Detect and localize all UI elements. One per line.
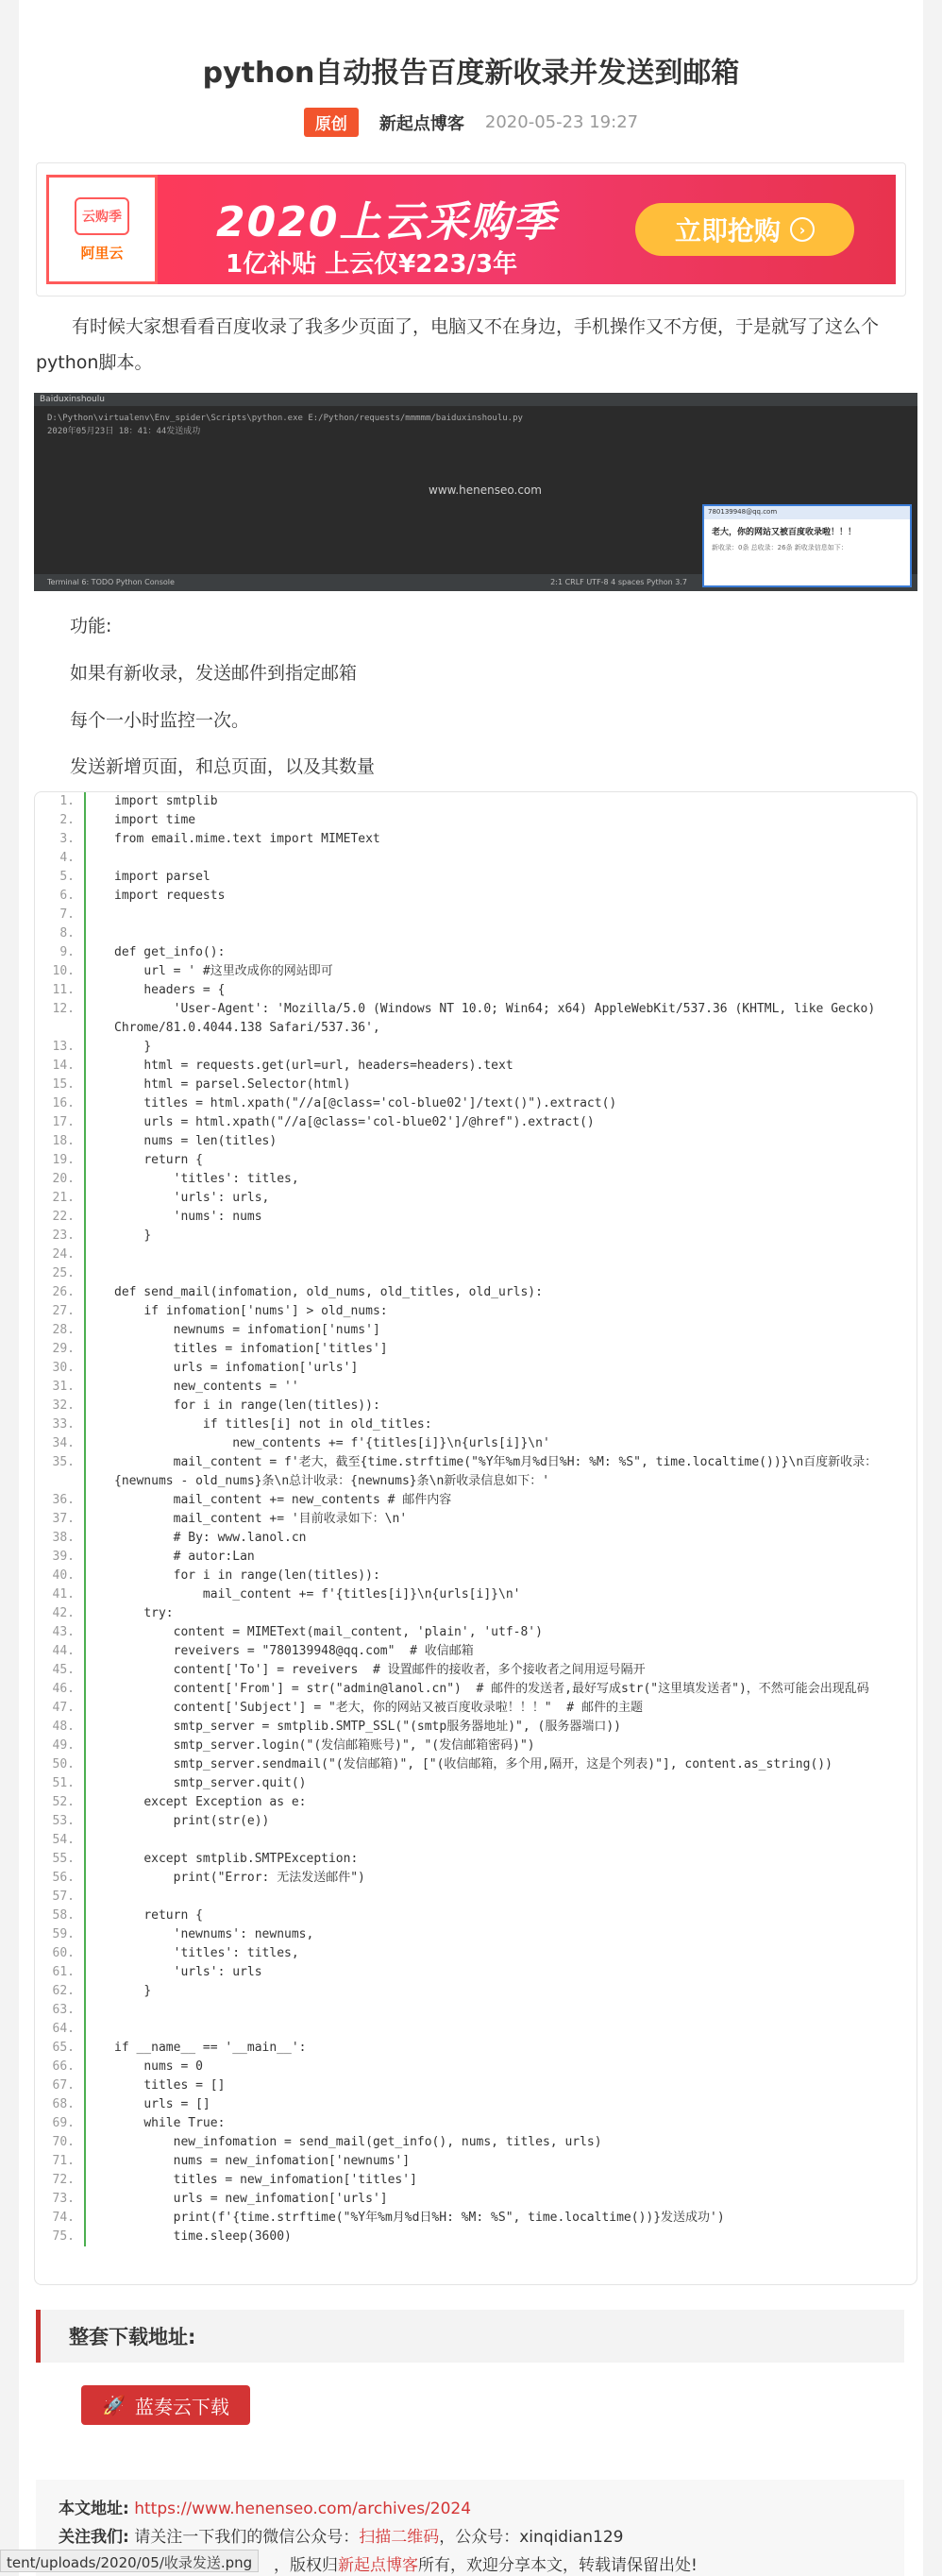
code-line bbox=[35, 1000, 917, 1038]
code-line bbox=[35, 1340, 917, 1359]
code-line bbox=[35, 1737, 917, 1755]
code-line bbox=[35, 849, 917, 868]
code-line bbox=[35, 1623, 917, 1642]
line-number: 55. bbox=[52, 1852, 75, 1866]
code-text: mail_content += '目前收录如下：\n' bbox=[114, 1512, 408, 1526]
code-line bbox=[35, 1567, 917, 1585]
code-line bbox=[35, 1170, 917, 1189]
line-number: 5. bbox=[59, 870, 75, 884]
code-text: return { bbox=[114, 1153, 203, 1167]
code-text: titles = html.xpath("//a[@class='col-blue02']/text()").extract() bbox=[114, 1096, 617, 1110]
code-line bbox=[35, 1151, 917, 1170]
code-text: html = requests.get(url=url, headers=headers).text bbox=[114, 1059, 513, 1073]
code-text bbox=[86, 924, 114, 943]
code-text: mail_content += new_contents # 邮件内容 bbox=[114, 1493, 452, 1507]
code-line bbox=[35, 1869, 917, 1888]
line-number: 30. bbox=[52, 1361, 75, 1375]
footer-follow-row bbox=[59, 2523, 882, 2551]
code-line bbox=[35, 1057, 917, 1076]
code-text: except smtplib.SMTPException: bbox=[114, 1852, 359, 1866]
line-number: 35. bbox=[52, 1455, 75, 1469]
line-number: 63. bbox=[52, 2003, 75, 2017]
code-text bbox=[86, 1246, 114, 1264]
code-text bbox=[86, 1264, 114, 1283]
rocket-icon: 🚀 bbox=[102, 2394, 126, 2416]
line-number: 42. bbox=[52, 1606, 75, 1620]
code-line bbox=[35, 2076, 917, 2095]
code-line bbox=[35, 1283, 917, 1302]
code-line bbox=[35, 1774, 917, 1793]
line-number: 75. bbox=[52, 2229, 75, 2244]
intro-paragraph: 有时候大家想看看百度收录了我多少页面了，电脑又不在身边，手机操作又不方便，于是就写了这么个python脚本。 bbox=[36, 316, 880, 373]
features-label: 功能: bbox=[70, 616, 112, 636]
ide-log-line: D:\Python\virtualenv\Env_spider\Scripts\python.exe E:/Python/requests/mmmmm/baiduxinshoulu.py bbox=[47, 414, 523, 423]
code-line bbox=[35, 1434, 917, 1453]
ide-log-line: 2020年05月23日 18：41：44发送成功 bbox=[47, 427, 201, 436]
line-number: 34. bbox=[52, 1436, 75, 1450]
code-text: html = parsel.Selector(html) bbox=[114, 1077, 351, 1092]
code-text: if __name__ == '__main__': bbox=[114, 2041, 307, 2055]
cloud-season-seal: 云购季 bbox=[75, 197, 129, 235]
code-line bbox=[35, 2001, 917, 2020]
code-text: urls = new_infomation['urls'] bbox=[114, 2192, 388, 2206]
code-text bbox=[86, 906, 114, 924]
line-number: 9. bbox=[59, 945, 75, 959]
code-text: urls = infomation['urls'] bbox=[114, 1361, 359, 1375]
code-text: print(f'{time.strftime("%Y年%m月%d日%H: %M: %S", time.localtime())}发送成功') bbox=[114, 2211, 725, 2225]
line-number: 28. bbox=[52, 1323, 75, 1337]
line-number: 41. bbox=[52, 1587, 75, 1602]
ide-status-right: 2:1 CRLF UTF-8 4 spaces Python 3.7 bbox=[550, 578, 687, 586]
code-line bbox=[35, 2133, 917, 2152]
line-number: 23. bbox=[52, 1229, 75, 1243]
code-lines bbox=[35, 792, 917, 2246]
code-text: try: bbox=[114, 1606, 174, 1620]
line-number: 17. bbox=[52, 1115, 75, 1129]
code-text: print(str(e)) bbox=[114, 1814, 270, 1828]
code-line bbox=[35, 1944, 917, 1963]
code-text: smtp_server.sendmail("(发信邮箱)", ["(收信邮箱，多个用,隔开，这是个列表)"], content.as_string()) bbox=[114, 1757, 833, 1771]
code-line bbox=[35, 1113, 917, 1132]
code-line bbox=[35, 2058, 917, 2076]
line-number: 18. bbox=[52, 1134, 75, 1148]
footer-rights-text: ，版权归 bbox=[274, 2556, 338, 2575]
popup-body: 新收录：0条 总收录：26条 新收录信息如下： bbox=[712, 544, 848, 551]
line-number: 39. bbox=[52, 1550, 75, 1564]
code-text: new_infomation = send_mail(get_info(), nums, titles, urls) bbox=[114, 2135, 602, 2149]
code-text: 'nums': nums bbox=[114, 1210, 262, 1224]
status-url-tooltip: tent/uploads/2020/05/收录发送.png bbox=[0, 2550, 259, 2572]
code-text: nums = new_infomation['newnums'] bbox=[114, 2154, 411, 2168]
code-line bbox=[35, 924, 917, 943]
line-number: 62. bbox=[52, 1984, 75, 1998]
code-line bbox=[35, 2020, 917, 2039]
code-text: # autor:Lan bbox=[114, 1550, 255, 1564]
code-text: print("Error: 无法发送邮件") bbox=[114, 1871, 365, 1885]
code-text: return { bbox=[114, 1908, 203, 1923]
line-number: 13. bbox=[52, 1040, 75, 1054]
line-number: 73. bbox=[52, 2192, 75, 2206]
banner-cta-label: 立即抢购 bbox=[674, 215, 781, 246]
code-line bbox=[35, 1661, 917, 1680]
line-number: 21. bbox=[52, 1191, 75, 1205]
line-number: 37. bbox=[52, 1512, 75, 1526]
publish-date: 2020-05-23 19:27 bbox=[484, 112, 639, 132]
code-text: import time bbox=[114, 813, 196, 827]
line-number: 47. bbox=[52, 1701, 75, 1715]
line-number: 72. bbox=[52, 2173, 75, 2187]
code-line bbox=[35, 2114, 917, 2133]
code-text: smtp_server.login("(发信邮箱账号)", "(发信邮箱密码)") bbox=[114, 1738, 535, 1753]
line-number: 68. bbox=[52, 2097, 75, 2111]
popup-header: 780139948@qq.com bbox=[704, 506, 910, 519]
line-number: 12. bbox=[52, 1002, 75, 1016]
code-text: titles = [] bbox=[114, 2078, 226, 2093]
line-number: 6. bbox=[59, 889, 75, 903]
code-line bbox=[35, 906, 917, 924]
line-number: 33. bbox=[52, 1417, 75, 1432]
ad-banner-frame bbox=[36, 162, 906, 297]
code-line bbox=[35, 1718, 917, 1737]
code-line bbox=[35, 1604, 917, 1623]
code-line bbox=[35, 1076, 917, 1094]
line-number: 70. bbox=[52, 2135, 75, 2149]
article-card bbox=[19, 0, 923, 2576]
line-number: 51. bbox=[52, 1776, 75, 1790]
code-text: content['To'] = reveivers # 设置邮件的接收者，多个接收者之间用逗号隔开 bbox=[114, 1663, 646, 1677]
code-line bbox=[35, 1907, 917, 1925]
code-line bbox=[35, 1302, 917, 1321]
code-text: nums = len(titles) bbox=[114, 1134, 278, 1148]
line-number: 1. bbox=[59, 794, 75, 808]
code-text: headers = { bbox=[114, 983, 226, 997]
line-number: 29. bbox=[52, 1342, 75, 1356]
line-number: 54. bbox=[52, 1833, 75, 1847]
code-text bbox=[86, 2020, 114, 2039]
watermark: www.henenseo.com bbox=[429, 483, 542, 497]
code-line bbox=[35, 2228, 917, 2246]
code-line bbox=[35, 1831, 917, 1850]
line-number: 56. bbox=[52, 1871, 75, 1885]
ide-status-left: Terminal 6: TODO Python Console bbox=[47, 578, 175, 586]
code-text bbox=[86, 1888, 114, 1907]
line-number: 26. bbox=[52, 1285, 75, 1299]
code-line bbox=[35, 830, 917, 849]
download-button-label: 蓝奏云下载 bbox=[134, 2395, 229, 2418]
author-link[interactable]: 新起点博客 bbox=[378, 113, 464, 134]
article-meta bbox=[19, 108, 923, 137]
code-text: 'newnums': newnums, bbox=[114, 1927, 314, 1941]
article-title: python自动报告百度新收录并发送到邮箱 bbox=[202, 57, 740, 90]
code-text: 'User-Agent': 'Mozilla/5.0 (Windows NT 10.0; Win64; x64) AppleWebKit/537.36 (KHTML, like Gecko) Chrome/81.0.4044.138 Safari/537.36', bbox=[114, 1002, 883, 1035]
code-line bbox=[35, 1888, 917, 1907]
line-number: 53. bbox=[52, 1814, 75, 1828]
line-number: 64. bbox=[52, 2022, 75, 2036]
line-number: 10. bbox=[52, 964, 75, 978]
code-line bbox=[35, 1359, 917, 1378]
line-number: 65. bbox=[52, 2041, 75, 2055]
code-line bbox=[35, 1321, 917, 1340]
code-text: import requests bbox=[114, 889, 226, 903]
line-number: 20. bbox=[52, 1172, 75, 1186]
code-line bbox=[35, 887, 917, 906]
code-text: from email.mime.text import MIMEText bbox=[114, 832, 380, 846]
code-text bbox=[86, 1831, 114, 1850]
code-line bbox=[35, 2209, 917, 2228]
code-line bbox=[35, 1982, 917, 2001]
code-text: smtp_server.quit() bbox=[114, 1776, 307, 1790]
code-line bbox=[35, 1397, 917, 1415]
line-number: 38. bbox=[52, 1531, 75, 1545]
line-number: 52. bbox=[52, 1795, 75, 1809]
line-number: 19. bbox=[52, 1153, 75, 1167]
feature-item: 每个一小时监控一次。 bbox=[70, 710, 250, 731]
code-line bbox=[35, 1491, 917, 1510]
code-text: smtp_server = smtplib.SMTP_SSL("(smtp服务器地址)", (服务器端口)) bbox=[114, 1720, 621, 1734]
popup-title: 老大，你的网站又被百度收录啦！！！ bbox=[712, 528, 857, 537]
footer-follow-account: ，公众号：xinqidian129 bbox=[439, 2528, 624, 2547]
code-line bbox=[35, 981, 917, 1000]
code-text: titles = infomation['titles'] bbox=[114, 1342, 388, 1356]
line-number: 45. bbox=[52, 1663, 75, 1677]
line-number: 22. bbox=[52, 1210, 75, 1224]
code-line bbox=[35, 943, 917, 962]
code-line bbox=[35, 2039, 917, 2058]
code-line bbox=[35, 1548, 917, 1567]
code-text: import parsel bbox=[114, 870, 210, 884]
line-number: 74. bbox=[52, 2211, 75, 2225]
code-line bbox=[35, 792, 917, 811]
qr-code-link[interactable]: 扫描二维码 bbox=[359, 2528, 440, 2547]
code-text: if infomation['nums'] > old_nums: bbox=[114, 1304, 388, 1318]
footer-address-label: 本文地址: bbox=[59, 2500, 129, 2518]
line-number: 57. bbox=[52, 1890, 75, 1904]
line-number: 67. bbox=[52, 2078, 75, 2093]
banner-cta-button[interactable] bbox=[635, 203, 854, 256]
code-text: newnums = infomation['nums'] bbox=[114, 1323, 380, 1337]
line-number: 8. bbox=[59, 926, 75, 941]
code-text: 'titles': titles, bbox=[114, 1172, 299, 1186]
line-number: 58. bbox=[52, 1908, 75, 1923]
code-text: 'titles': titles, bbox=[114, 1946, 299, 1960]
line-number: 14. bbox=[52, 1059, 75, 1073]
line-number: 15. bbox=[52, 1077, 75, 1092]
footer-follow-text: 请关注一下我们的微信公众号： bbox=[134, 2528, 360, 2547]
code-text: if titles[i] not in old_titles: bbox=[114, 1417, 432, 1432]
line-number: 60. bbox=[52, 1946, 75, 1960]
line-number: 7. bbox=[59, 907, 75, 922]
line-number: 66. bbox=[52, 2059, 75, 2074]
code-line bbox=[35, 1038, 917, 1057]
code-line bbox=[35, 1415, 917, 1434]
line-number: 27. bbox=[52, 1304, 75, 1318]
banner-subline: 1亿补贴 上云仅¥223/3年 bbox=[226, 250, 518, 279]
line-number: 25. bbox=[52, 1266, 75, 1280]
code-text: titles = new_infomation['titles'] bbox=[114, 2173, 417, 2187]
code-line bbox=[35, 2152, 917, 2171]
code-text: url = ' #这里改成你的网站即可 bbox=[114, 964, 333, 978]
code-line bbox=[35, 962, 917, 981]
code-line bbox=[35, 1755, 917, 1774]
code-line bbox=[35, 2095, 917, 2114]
code-text bbox=[86, 2001, 114, 2020]
ad-banner[interactable] bbox=[46, 175, 896, 284]
code-line bbox=[35, 868, 917, 887]
line-number: 48. bbox=[52, 1720, 75, 1734]
code-text: new_contents = '' bbox=[114, 1380, 299, 1394]
aliyun-logo bbox=[46, 175, 158, 284]
mail-notification-popup bbox=[702, 504, 912, 587]
code-line bbox=[35, 1925, 917, 1944]
line-number: 36. bbox=[52, 1493, 75, 1507]
code-line bbox=[35, 1453, 917, 1491]
line-number: 49. bbox=[52, 1738, 75, 1753]
code-line bbox=[35, 1699, 917, 1718]
code-line bbox=[35, 1850, 917, 1869]
lanzou-download-button[interactable] bbox=[81, 2385, 250, 2425]
line-number: 59. bbox=[52, 1927, 75, 1941]
footer-rights-tail: 所有，欢迎分享本文，转载请保留出处! bbox=[418, 2556, 698, 2575]
code-block bbox=[34, 791, 917, 2285]
download-heading: 整套下载地址: bbox=[36, 2310, 904, 2363]
code-line bbox=[35, 1963, 917, 1982]
ide-tab: Baiduxinshoulu bbox=[34, 393, 917, 406]
code-text: mail_content += f'{titles[i]}\n{urls[i]}\n' bbox=[114, 1587, 521, 1602]
code-text: } bbox=[114, 1984, 152, 1998]
code-text: while True: bbox=[114, 2116, 226, 2130]
line-number: 31. bbox=[52, 1380, 75, 1394]
code-line bbox=[35, 1189, 917, 1208]
code-line bbox=[35, 2171, 917, 2190]
line-number: 50. bbox=[52, 1757, 75, 1771]
code-line bbox=[35, 1132, 917, 1151]
code-line bbox=[35, 1793, 917, 1812]
ide-log bbox=[34, 406, 917, 444]
line-number: 43. bbox=[52, 1625, 75, 1639]
code-line bbox=[35, 1378, 917, 1397]
code-text: content['Subject'] = "老大，你的网站又被百度收录啦！！！" # 邮件的主题 bbox=[114, 1701, 643, 1715]
code-text: # By: www.lanol.cn bbox=[114, 1531, 307, 1545]
arrow-right-circle-icon: › bbox=[790, 217, 815, 242]
feature-item: 如果有新收录，发送邮件到指定邮箱 bbox=[70, 663, 358, 684]
code-text: mail_content = f'老大，截至{time.strftime("%Y年%m月%d日%H: %M: %S", time.localtime())}\n百度新收录：{newnums - old_nums}条\n总计收录：{newnums}条\n新收录信息如下：' bbox=[114, 1455, 878, 1488]
line-number: 16. bbox=[52, 1096, 75, 1110]
blog-home-link[interactable]: 新起点博客 bbox=[338, 2556, 418, 2575]
aliyun-brand: 阿里云 bbox=[80, 244, 124, 262]
footer-address-link[interactable]: https://www.henenseo.com/archives/2024 bbox=[134, 2500, 472, 2518]
banner-headline: 2020上云采购季 bbox=[216, 198, 557, 246]
line-number: 24. bbox=[52, 1247, 75, 1262]
line-number: 61. bbox=[52, 1965, 75, 1979]
code-line bbox=[35, 1227, 917, 1246]
line-number: 46. bbox=[52, 1682, 75, 1696]
original-badge: 原创 bbox=[304, 108, 359, 137]
line-number: 69. bbox=[52, 2116, 75, 2130]
code-text: urls = html.xpath("//a[@class='col-blue02']/@href").extract() bbox=[114, 1115, 595, 1129]
screenshot-image bbox=[34, 393, 917, 591]
footer-follow-label: 关注我们: bbox=[59, 2528, 129, 2547]
code-text: content['From'] = str("admin@lanol.cn") # 邮件的发送者,最好写成str("这里填发送者")，不然可能会出现乱码 bbox=[114, 1682, 869, 1696]
code-text: content = MIMEText(mail_content, 'plain', 'utf-8') bbox=[114, 1625, 543, 1639]
code-text: def send_mail(infomation, old_nums, old_titles, old_urls): bbox=[114, 1285, 543, 1299]
footer-address-row bbox=[59, 2495, 882, 2523]
code-text bbox=[86, 849, 114, 868]
code-line bbox=[35, 1246, 917, 1264]
code-text: for i in range(len(titles)): bbox=[114, 1568, 380, 1583]
code-line bbox=[35, 1812, 917, 1831]
code-text: 'urls': urls, bbox=[114, 1191, 270, 1205]
code-line bbox=[35, 1529, 917, 1548]
line-number: 32. bbox=[52, 1398, 75, 1413]
code-text: nums = 0 bbox=[114, 2059, 203, 2074]
code-text: except Exception as e: bbox=[114, 1795, 307, 1809]
line-number: 2. bbox=[59, 813, 75, 827]
code-text: } bbox=[114, 1040, 152, 1054]
code-line bbox=[35, 1642, 917, 1661]
code-line bbox=[35, 1264, 917, 1283]
code-line bbox=[35, 2190, 917, 2209]
line-number: 44. bbox=[52, 1644, 75, 1658]
code-line bbox=[35, 1585, 917, 1604]
code-text: reveivers = "780139948@qq.com" # 收信邮箱 bbox=[114, 1644, 474, 1658]
code-line bbox=[35, 811, 917, 830]
feature-item: 发送新增页面，和总页面，以及其数量 bbox=[70, 756, 376, 777]
line-number: 3. bbox=[59, 832, 75, 846]
code-line bbox=[35, 1680, 917, 1699]
line-number: 40. bbox=[52, 1568, 75, 1583]
code-text: import smtplib bbox=[114, 794, 218, 808]
code-line bbox=[35, 1208, 917, 1227]
code-text: for i in range(len(titles)): bbox=[114, 1398, 380, 1413]
line-number: 11. bbox=[52, 983, 75, 997]
line-number: 71. bbox=[52, 2154, 75, 2168]
code-text: urls = [] bbox=[114, 2097, 210, 2111]
code-text: } bbox=[114, 1229, 152, 1243]
code-line bbox=[35, 1510, 917, 1529]
code-text: new_contents += f'{titles[i]}\n{urls[i]}\n' bbox=[114, 1436, 550, 1450]
code-line bbox=[35, 1094, 917, 1113]
code-text: time.sleep(3600) bbox=[114, 2229, 292, 2244]
code-text: def get_info(): bbox=[114, 945, 226, 959]
line-number: 4. bbox=[59, 851, 75, 865]
code-text: 'urls': urls bbox=[114, 1965, 262, 1979]
